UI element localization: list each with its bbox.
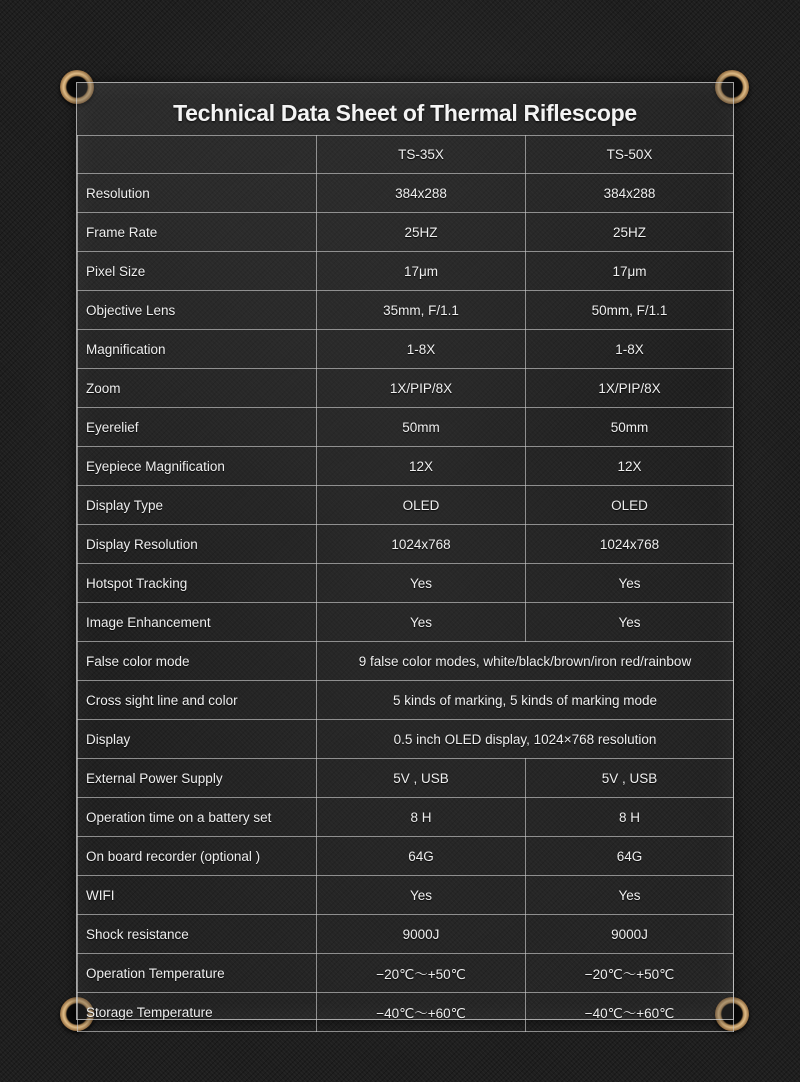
spec-value-ts-50x: 17μm xyxy=(526,252,734,291)
spec-row-wifi xyxy=(78,876,734,915)
spec-value-ts-50x: Yes xyxy=(526,876,734,915)
spec-label: Display Resolution xyxy=(78,525,317,564)
spec-value-ts-50x: Yes xyxy=(526,564,734,603)
spec-label: Storage Temperature xyxy=(78,993,317,1032)
table-header-row xyxy=(78,136,734,174)
spec-row-eyepiece-magnification xyxy=(78,447,734,486)
spec-row-objective-lens xyxy=(78,291,734,330)
spec-label: Shock resistance xyxy=(78,915,317,954)
spec-value-ts-50x: 1X/PIP/8X xyxy=(526,369,734,408)
spec-value-ts-50x: 8 H xyxy=(526,798,734,837)
spec-value-ts-35x: 384x288 xyxy=(317,174,526,213)
spec-label: Zoom xyxy=(78,369,317,408)
spec-value-ts-35x: Yes xyxy=(317,564,526,603)
spec-label: Cross sight line and color xyxy=(78,681,317,720)
spec-label: Magnification xyxy=(78,330,317,369)
sheet-title: Technical Data Sheet of Thermal Riflescope xyxy=(173,100,637,126)
spec-row-operation-time-on-a-battery-set xyxy=(78,798,734,837)
spec-value-ts-50x: 1024x768 xyxy=(526,525,734,564)
spec-row-on-board-recorder-optional xyxy=(78,837,734,876)
spec-label: Display xyxy=(78,720,317,759)
spec-value-ts-35x: 17μm xyxy=(317,252,526,291)
spec-label: Eyerelief xyxy=(78,408,317,447)
spec-label: External Power Supply xyxy=(78,759,317,798)
spec-value-shared: 5 kinds of marking, 5 kinds of marking mode xyxy=(317,681,734,720)
spec-value-shared: 9 false color modes, white/black/brown/iron red/rainbow xyxy=(317,642,734,681)
spec-value-ts-35x: Yes xyxy=(317,876,526,915)
spec-value-ts-35x: 8 H xyxy=(317,798,526,837)
spec-row-display-resolution xyxy=(78,525,734,564)
spec-value-ts-35x: −40℃～+60℃ xyxy=(317,993,526,1032)
spec-value-ts-50x: −40℃～+60℃ xyxy=(526,993,734,1032)
spec-label: Operation time on a battery set xyxy=(78,798,317,837)
spec-row-display-type xyxy=(78,486,734,525)
spec-row-shock-resistance xyxy=(78,915,734,954)
spec-value-ts-35x: 12X xyxy=(317,447,526,486)
spec-row-zoom xyxy=(78,369,734,408)
acrylic-data-plate xyxy=(76,82,734,1020)
spec-label: Hotspot Tracking xyxy=(78,564,317,603)
spec-value-ts-35x: Yes xyxy=(317,603,526,642)
spec-label: On board recorder (optional ) xyxy=(78,837,317,876)
spec-row-false-color-mode xyxy=(78,642,734,681)
spec-row-storage-temperature xyxy=(78,993,734,1032)
spec-label: False color mode xyxy=(78,642,317,681)
spec-value-ts-35x: 35mm, F/1.1 xyxy=(317,291,526,330)
spec-label: Objective Lens xyxy=(78,291,317,330)
spec-label: Pixel Size xyxy=(78,252,317,291)
spec-value-ts-35x: 1024x768 xyxy=(317,525,526,564)
spec-label: WIFI xyxy=(78,876,317,915)
spec-value-ts-50x: 64G xyxy=(526,837,734,876)
spec-table xyxy=(77,135,734,1032)
spec-row-image-enhancement xyxy=(78,603,734,642)
spec-value-ts-35x: 64G xyxy=(317,837,526,876)
spec-row-external-power-supply xyxy=(78,759,734,798)
spec-label: Image Enhancement xyxy=(78,603,317,642)
spec-value-ts-35x: 9000J xyxy=(317,915,526,954)
spec-row-magnification xyxy=(78,330,734,369)
spec-value-ts-50x: 1-8X xyxy=(526,330,734,369)
spec-row-hotspot-tracking xyxy=(78,564,734,603)
spec-value-ts-50x: 50mm xyxy=(526,408,734,447)
spec-label: Operation Temperature xyxy=(78,954,317,993)
spec-value-ts-35x: 25HZ xyxy=(317,213,526,252)
spec-row-resolution xyxy=(78,174,734,213)
spec-value-ts-50x: 25HZ xyxy=(526,213,734,252)
spec-row-eyerelief xyxy=(78,408,734,447)
spec-label: Eyepiece Magnification xyxy=(78,447,317,486)
model-header-ts-35x: TS-35X xyxy=(317,136,526,174)
spec-row-pixel-size xyxy=(78,252,734,291)
header-empty-cell xyxy=(78,136,317,174)
spec-value-ts-35x: 1-8X xyxy=(317,330,526,369)
spec-value-ts-35x: OLED xyxy=(317,486,526,525)
spec-label: Frame Rate xyxy=(78,213,317,252)
spec-value-ts-50x: 384x288 xyxy=(526,174,734,213)
spec-value-ts-50x: 9000J xyxy=(526,915,734,954)
spec-value-ts-35x: 1X/PIP/8X xyxy=(317,369,526,408)
spec-value-ts-35x: −20℃～+50℃ xyxy=(317,954,526,993)
spec-row-display xyxy=(78,720,734,759)
spec-value-shared: 0.5 inch OLED display, 1024×768 resolution xyxy=(317,720,734,759)
spec-value-ts-50x: 50mm, F/1.1 xyxy=(526,291,734,330)
spec-row-operation-temperature xyxy=(78,954,734,993)
spec-value-ts-50x: 5V , USB xyxy=(526,759,734,798)
model-header-ts-50x: TS-50X xyxy=(526,136,734,174)
spec-value-ts-50x: OLED xyxy=(526,486,734,525)
spec-value-ts-35x: 5V , USB xyxy=(317,759,526,798)
spec-row-frame-rate xyxy=(78,213,734,252)
spec-label: Resolution xyxy=(78,174,317,213)
spec-value-ts-50x: 12X xyxy=(526,447,734,486)
spec-value-ts-50x: −20℃～+50℃ xyxy=(526,954,734,993)
spec-value-ts-35x: 50mm xyxy=(317,408,526,447)
spec-value-ts-50x: Yes xyxy=(526,603,734,642)
spec-row-cross-sight-line-and-color xyxy=(78,681,734,720)
spec-label: Display Type xyxy=(78,486,317,525)
